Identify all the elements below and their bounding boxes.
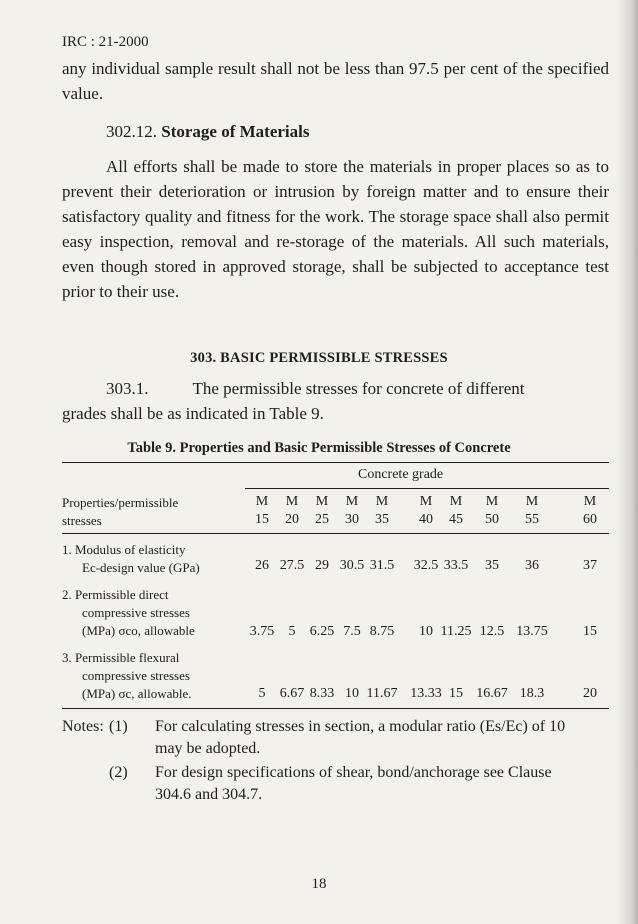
row-3-value-1: 5 [258,686,266,701]
clause-text-line-2: grades shall be as indicated in Table 9. [62,404,324,423]
row-2-value-2: 5 [288,624,296,639]
section-303-heading: 303. BASIC PERMISSIBLE STRESSES [190,350,448,366]
grade-letter-7: M [449,494,463,509]
row-3-value-8: 16.67 [476,686,508,701]
row-header-line-1: Properties/permissible [62,495,179,510]
clause-text-line-1: The permissible stresses for concrete of different [192,379,525,398]
row-header-line-2: stresses [62,513,102,528]
row-1-value-6: 32.5 [413,558,439,573]
row-1-value-10: 37 [583,558,597,573]
row-2-value-1: 3.75 [249,624,275,639]
grade-letter-10: M [583,494,597,509]
grade-letter-4: M [345,494,359,509]
row-3-label-line-2: compressive stresses [82,668,190,683]
row-2-value-9: 13.75 [516,624,548,639]
note-2-line-1: For design specifications of shear, bond/anchorage see Clause [155,764,552,781]
row-3-value-7: 15 [449,686,463,701]
row-2-value-7: 11.25 [440,624,472,639]
row-1-value-7: 33.5 [443,558,469,573]
row-3-value-4: 10 [345,686,359,701]
section-302-12-heading [106,122,309,142]
document-header: IRC : 21-2000 [62,34,149,50]
grade-number-5: 35 [375,512,389,527]
grade-number-2: 20 [285,512,299,527]
group-header-rule [245,488,609,489]
storage-paragraph: All efforts shall be made to store the materials in proper places so as to prevent their deterioration or intrusion by foreign matter and to ensure their satisfactory quality and fitness for the work. The storage space shall also permit easy inspection, removal and re-storage of the materials. All such materials, even though stored in approved storage, shall be subjected to acceptance test prior to their use. [62,157,609,301]
row-2-value-8: 12.5 [479,624,505,639]
note-2-line-2: 304.6 and 304.7. [155,786,263,803]
group-header: Concrete grade [358,467,444,482]
grade-number-1: 15 [255,512,269,527]
row-1-label-line-1: 1. Modulus of elasticity [62,542,186,557]
row-3-value-5: 11.67 [366,686,398,701]
grade-number-3: 25 [315,512,329,527]
intro-paragraph: any individual sample result shall not be less than 97.5 per cent of the specified value. [62,59,609,103]
grade-letter-5: M [375,494,389,509]
row-3-value-6: 13.33 [410,686,442,701]
row-1-value-5: 31.5 [369,558,395,573]
table-top-rule [62,462,609,463]
row-2-value-6: 10 [419,624,433,639]
row-3-value-9: 18.3 [519,686,545,701]
grade-letter-8: M [485,494,499,509]
grade-number-6: 40 [419,512,433,527]
row-1-label-line-2: Ec-design value (GPa) [82,560,200,575]
row-2-value-3: 6.25 [309,624,335,639]
note-2-marker: (2) [109,764,128,781]
row-3-value-3: 8.33 [309,686,335,701]
note-1-line-2: may be adopted. [155,740,261,757]
page-edge-shadow [616,0,638,924]
row-2-label-line-3: (MPa) σco, allowable [82,623,195,638]
row-2-label-line-2: compressive stresses [82,605,190,620]
notes-label: Notes: [62,718,104,735]
clause-number: 303.1. [106,379,149,398]
grade-number-8: 50 [485,512,499,527]
row-2-value-4: 7.5 [343,624,361,639]
note-1-marker: (1) [109,718,128,735]
grade-letter-2: M [285,494,299,509]
table-bottom-rule [62,708,609,709]
row-1-value-3: 29 [315,558,329,573]
row-1-value-4: 30.5 [339,558,365,573]
grade-number-10: 60 [583,512,597,527]
note-1-line-1: For calculating stresses in section, a modular ratio (Es/Ec) of 10 [155,718,566,735]
row-1-value-1: 26 [255,558,269,573]
grade-number-7: 45 [449,512,463,527]
row-3-value-2: 6.67 [279,686,305,701]
section-title: Storage of Materials [161,122,310,141]
row-1-value-8: 35 [485,558,499,573]
row-1-value-2: 27.5 [279,558,305,573]
row-2-label-line-1: 2. Permissible direct [62,587,169,602]
row-3-label-line-3: (MPa) σc, allowable. [82,686,192,701]
section-number: 302.12. [106,122,157,141]
header-bottom-rule [62,533,609,534]
grade-letter-3: M [315,494,329,509]
page-number: 18 [311,876,327,892]
grade-number-9: 55 [525,512,539,527]
clause-303-1 [62,376,609,426]
row-3-value-10: 20 [583,686,597,701]
grade-letter-6: M [419,494,433,509]
grade-letter-1: M [255,494,269,509]
grade-letter-9: M [525,494,539,509]
grade-number-4: 30 [345,512,359,527]
row-2-value-5: 8.75 [369,624,395,639]
row-3-label-line-1: 3. Permissible flexural [62,650,180,665]
row-1-value-9: 36 [525,558,539,573]
table-title: Table 9. Properties and Basic Permissible Stresses of Concrete [127,440,511,456]
row-2-value-10: 15 [583,624,597,639]
